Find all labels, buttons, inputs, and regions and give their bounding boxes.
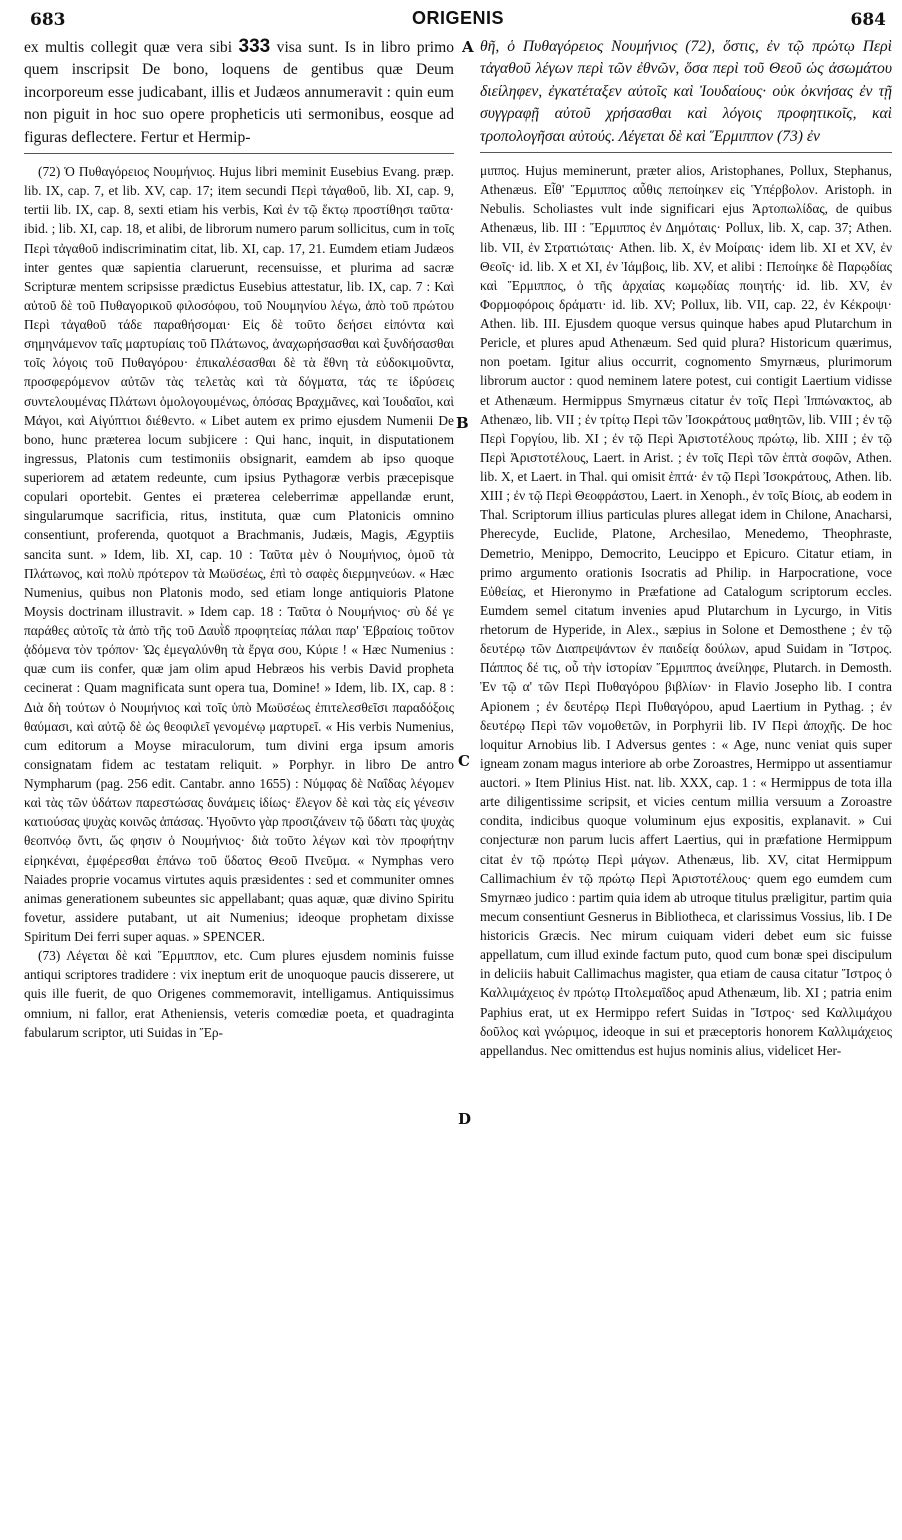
column-marker: 333 <box>238 36 271 57</box>
main-text-greek: θῆ, ὁ Πυθαγόρειος Νουμήνιος (72), ὅστις, ἐν τῷ πρώτῳ Περὶ τἀγαθοῦ λέγων περὶ τῶν ἐθνῶν, ὅσα περὶ τοῦ Θεοῦ ὡς ἀσωμάτου διείληφεν, ἐγκατέταξεν αὐτοῖς καὶ Ἰουδαίους· οὐκ ὀκνήσας ἐν τῇ συγγραφῇ αὐτοῦ χρήσασθαι καὶ λόγοις προφητικοῖς, καὶ τροπολογῆσαι αὐτούς. Λέγεται δὲ καὶ Ἕρμιππον (73) ἐν <box>480 38 892 145</box>
main-text-latin <box>24 36 454 149</box>
right-page-number: 684 <box>850 10 886 30</box>
main-text-latin-pre: ex multis collegit quæ vera sibi <box>24 39 233 56</box>
margin-letter-b: B <box>456 414 469 432</box>
footnote-72: (72) Ὁ Πυθαγόρειος Νουμήνιος. Hujus libri meminit Eusebius Evang. præp. lib. IX, cap. 7, et lib. XV, cap. 17; item secundi Περὶ τἀγαθοῦ, lib. XI, cap. 9, tertii lib. IX, cap. 8, sexti etiam his verbis, Καὶ ἐν τῷ ἕκτῳ προστίθησι ταῦτα· ibid. ; lib. XI, cap. 18, et alibi, de librorum numero parum sollicitus, cum in τοῖς Περὶ τἀγαθοῦ indiscriminatim citat, lib. XI, cap. 17, 21. Eumdem etiam Judæos inter gentes quæ sapientia claruerunt, recensuisse, et plurima ad sacræ Scripturæ mentem scripsisse prædictus Eusebius attestatur, lib. IX, cap. 7 : Καὶ αὐτοῦ δὲ τοῦ Πυθαγορικοῦ φιλοσόφου, τοῦ Νουμηνίου λέγω, ἀπὸ τοῦ πρώτου Περὶ τἀγαθοῦ τάδε παραθήσομαι· Εἰς δὲ τοῦτο δεήσει εἰπόντα καὶ σημηνάμενον ταῖς μαρτυρίαις τοῦ Πλάτωνος, ἀναχωρήσασθαι καὶ ξυνδήσασθαι τοῖς λόγοις τοῦ Πυθαγόρου· ἐπικαλέσασθαι δὲ τὰ ἔθνη τὰ εὐδοκιμοῦντα, προσφερόμενον αὐτῶν τὰς τελετὰς καὶ τὰ δόγματα, τάς τε ἱδρύσεις συντελουμένας Πλάτωνι ὁμολογουμένως, ὁπόσας Βραχμᾶνες, καὶ Ἰουδαῖοι, καὶ Μάγοι, καὶ Αἰγύπτιοι διέθεντο. « Libet autem ex primo ejusdem Numenii De bono, hunc præterea locum subjicere : Qui hanc, inquit, in disputationem ingressus, Platonis cum testimoniis obsignarit, eamdem ab ipso quoque superiorem ad ætatem redeunte, cum ipsius Pythagoræ verbis præcepisque copulari oportebit. Gentes ei præterea celeberrimæ appellandæ erunt, singularumque sacrificia, ritus, instituta, quæ cum Platonicis omnino consentiunt, proferenda, quotquot a Brachmanis, Judæis, Magis, Ægyptiis sancita sunt. » Idem, lib. XI, cap. 10 : Ταῦτα μὲν ὁ Νουμήνιος, ὁμοῦ τὰ Πλάτωνος, καὶ πολὺ πρότερον τὰ Μωϋσέως, ἐπὶ τὸ σαφὲς διερμηνεύων. « Hæc Numenius, quibus non Platonis modo, sed etiam longe antiquioris Platone Moysis doctrinam illustravit. » Idem cap. 18 : Ταῦτα ὁ Νουμήνιος· σὺ δέ γε παράθες αὐτοῖς τὰ ἀπὸ τῆς τοῦ Δαυῒδ προφητείας πάλαι παρ' Ἑβραίοις τοῦτον ᾀδόμενα τὸν τρόπον· Ὡς ἐμεγαλύνθη τὰ ἔργα σου, Κύριε ! « Hæc Numenius : quæ cum iis confer, quæ jam olim apud Hebræos his verbis David propheta cecinerat : Quam magnificata sunt opera tua, Domine! » Idem, lib. IX, cap. 8 : Διὰ δὴ τούτων ὁ Νουμήνιος καὶ τοῖς ὑπὸ Μωϋσέως ἐπιτελεσθεῖσι παραδόξοις θαύμασι, καὶ αὐτῷ δὲ ὡς θεοφιλεῖ γενομένῳ μαρτυρεῖ. « His verbis Numenius, cum editorum a Moyse miraculorum, tum divini erga ipsum amoris consignatam fidem ac testatam reliquit. » Porphyr. in libro De antro Nympharum (pag. 256 edit. Cantabr. anno 1655) : Νύμφας δὲ Ναΐδας λέγομεν καὶ τὰς τῶν ὑδάτων παρεστώσας δυνάμεις ἰδίως· ἔλεγον δὲ καὶ τὰς εἰς γένεσιν κατιούσας ψυχὰς κοινῶς ἁπάσας. Ἡγοῦντο γὰρ προσιζάνειν τῷ ὕδατι τὰς ψυχὰς θεοπνόῳ ὄντι, ὥς φησιν ὁ Νουμήνιος· διὰ τοῦτο λέγων καὶ τὸν προφήτην εἰρηκέναι, ἐμφέρεσθαι ἐπάνω τοῦ ὕδατος Θεοῦ Πνεῦμα. « Nymphas vero Naiades proprie vocamus virtutes aquis præsidentes : sed et communiter omnes animas generationem subeuntes sic appellabant; quas aquæ, quæ divino Spiritu fovetur, assidere putabant, ut ait Numenius; ideoque prophetam dixisse Spiritum Dei ferri super aquas. » SPENCER. <box>24 164 454 945</box>
margin-letter-d: D <box>458 1110 472 1128</box>
footnote-73: (73) Λέγεται δὲ καὶ Ἕρμιππον, etc. Cum plures ejusdem nominis fuisse antiqui scriptores tradidere : vix ineptum erit de unoquoque paucis disserere, ut quis ille fuerit, de quo Origenes commemoravit, intelligamus. Antiquissimus omnium, ni fallor, erat Atheniensis, veteris comœdiæ poeta, et quadraginta fabularum scriptor, uti Suidas in Ἕρ- <box>24 948 454 1040</box>
running-header <box>30 6 886 32</box>
running-title: ORIGENIS <box>411 8 504 28</box>
left-page-number: 683 <box>30 10 66 30</box>
main-text-latin-post: visa sunt. Is in libro primo quem inscripsit De bono, loquens de gentibus quæ Deum incorporeum esse judicabant, illis et Judæos annumeravit : quin eum non piguit in hoc suo opere propheticis uti sermonibus, eosque ad figuras deflectere. Fertur et Hermip- <box>24 39 454 146</box>
footnote-separator-right <box>480 152 892 153</box>
margin-letter-c: C <box>458 752 470 770</box>
left-column <box>24 36 454 1042</box>
footnotes-right <box>480 161 892 1060</box>
margin-letter-a: A <box>462 38 474 56</box>
footnote-73-continued: μιππος. Hujus meminerunt, præter alios, Aristophanes, Pollux, Stephanus, Athenæus. Εἶθ' Ἕρμιππος αὖθις πεποίηκεν εἰς Ὑπέρβολον. Aristoph. in Nebulis. Scholiastes vult inde significari ejus Ἀρτοπωλίδας, de quibus Athenæus, lib. III : Ἕρμιππος ἐν Δημόταις· Pollux, lib. X, cap. 37; Athen. lib. VII, ἐν Στρατιώταις· Athen. lib. X, ἐν Μοίραις· idem lib. XI et XV, ἐν Θεοῖς· id. lib. X et XI, ἐν Ἰάμβοις, lib. XV, et alibi : Πεποίηκε δὲ Παρῳδίας καὶ Ἕρμιππος, ὁ τῆς ἀρχαίας κωμῳδίας ποιητής· id. lib. XV, ἐν Φορμοφόροις δράματι· id. lib. XV; Pollux, lib. VII, cap. 22, ἐν Κέκροψι· Athen. lib. III. Ejusdem quoque versus quinque habes apud Plutarchum in Pericle, et plures apud Athenæum. Sed quid plura? Historicum quærimus, non poetam. Igitur alius occurrit, cognomento Smyrnæus, plurimorum librorum auctor : quod neminem latere potest, cui contigit Laertium vidisse et Athenæum. Hermippus Smyrnæus citatur ἐν τοῖς Περὶ Ἱππώνακτος, ab Athenæo, lib. VII ; ἐν τρίτῳ Περὶ τῶν Ἰσοκράτους μαθητῶν, lib. VIII ; ἐν τῷ Περὶ Γοργίου, lib. XI ; ἐν τῷ Περὶ Ἀριστοτέλους πρώτῳ, lib. XIII ; ἐν τῷ Περὶ Ἀριστοτέλους, Laert. in Arist. ; ἐν τοῖς Περὶ τῶν ἑπτὰ σοφῶν, Athen. lib. X, et Laert. in Thal. qui omisit ἑπτά· ἐν τῷ Περὶ Ἰσοκράτους, Athen. lib. XIII ; ἐν τῷ Περὶ Θεοφράστου, Laert. in Xenoph., ἐν τοῖς Βίοις, ab eodem in Thal. Scriptorum illius particulas plures allegat idem in Chilone, Anacharsi, Pherecyde, Euclide, Platone, Archesilao, Menedemo, Theophraste, Demetrio, Menippo, Democrito, Leucippo et Epicuro. Citatur etiam, in primo argumento orationis Isocratis ad Philip. in Harpocratione, voce Εὐθείας, et Hieronymo in Præfatione ad Catalogum scriptorum eccles. Eumdem semel citatum invenies apud Plutarchum in Lycurgo, in Vitis rhetorum de Hyperide, in Alex., sæpius in Solone et Demosthene ; ἐν τῷ δευτέρῳ τῶν Διαπρεψάντων ἐν παιδείᾳ δούλων, apud Suidam in Ἴστρος. Πάππος δέ τις, οὗ τὴν ἱστορίαν Ἕρμιππος ἀνείληφε, Plutarch. in Demosth. Ἐν τῷ α' τῶν Περὶ Πυθαγόρου βιβλίων· in Flavio Josepho lib. I contra Apionem ; ἐν δευτέρῳ Περὶ Πυθαγόρου, apud Laertium in Pythag. ; ἐν δευτέρῳ Περὶ τῶν νομοθετῶν, in Porphyrii lib. IV Περὶ ἀποχῆς. De hoc loquitur Arnobius lib. I Adversus gentes : « Age, nunc veniat quis super igneam zonam magus interiore ab orbe Zoroastres, Hermippo ut assentiamur auctori. » Item Plinius Hist. nat. lib. XXX, cap. 1 : « Hermippus de tota illa arte diligentissime scripsit, et vicies centum millia versuum a Zoroastre condita, indicibus quoque voluminum ejus expositis, explanavit. » Cui conjecturæ non parum lucis affert Laertius, qui in præfatione Hermippum citat ἐν τῷ πρώτῳ Περὶ μάγων. Athenæus, lib. XV, citat Hermippum Callimachium ἐν τῷ πρώτῳ Περὶ Ἀριστοτέλους· quem ego eumdem cum Smyrnæo judico : partim quia idem ab utroque titulus præligitur, partim quia mecum consentiunt Gesnerus in Bibliotheca, et clarissimus Vossius, lib. I De historicis Græcis. Nec mirum cuiquam videri debet eum sic fuisse appellatum, cum illud exinde factum puto, quod cum bonæ spei discipulum in deliciis habuit Callimachus magister, qua etiam de causa citatur Ἴστρος ὁ Καλλιμάχειος ἐν πρώτῳ Πτολεμαΐδος apud Athenæum, lib. XI ; patria enim Paphius erat, ut ex Hermippo refert Suidas in Ἴστρος· sed Καλλιμάχου δοῦλος καὶ γνώριμος, ideoque in sui et præceptoris honorem Καλλιμάχειος appellandus. Nec omittendus est hujus nominis alius, videlicet Her- <box>480 163 892 1058</box>
footnote-separator-left <box>24 153 454 154</box>
right-column <box>480 36 892 1060</box>
footnotes-left <box>24 162 454 1042</box>
